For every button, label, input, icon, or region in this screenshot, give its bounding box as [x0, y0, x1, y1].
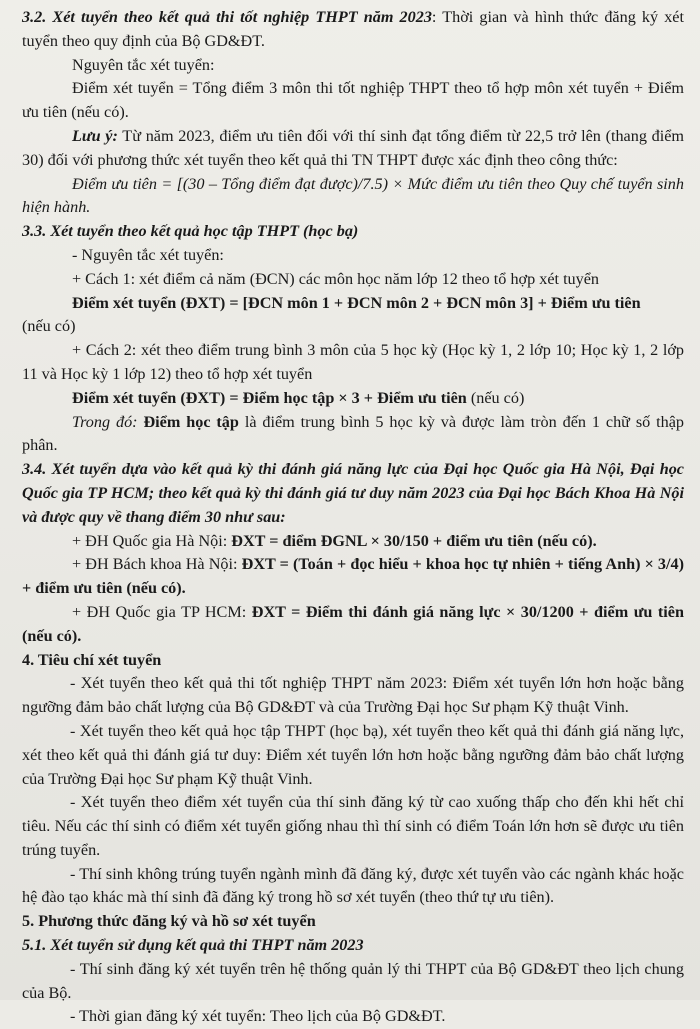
principle-text: - Nguyên tắc xét tuyển: — [72, 245, 224, 264]
where-bold: Điểm học tập — [137, 412, 239, 431]
hn-pre: + ĐH Quốc gia Hà Nội: — [72, 531, 232, 550]
criteria-item: - Xét tuyển theo kết quả học tập THPT (học bạ), xét tuyển theo kết quả thi đánh giá năng lực, xét theo kết quả thi đánh giá tư duy: Điểm xét tuyển lớn hơn hoặc bằng ngưỡng đảm bảo chất lượng của Trường Đại học Sư phạm Kỹ thuật Vinh. — [22, 721, 684, 788]
section-5-heading: 5. Phương thức đăng ký và hồ sơ xét tuyển — [22, 912, 316, 931]
section-5-1-heading: 5.1. Xét tuyển sử dụng kết quả thi THPT năm 2023 — [22, 936, 364, 955]
registration-item: - Thời gian đăng ký xét tuyển: Theo lịch của Bộ GD&ĐT. — [70, 1007, 446, 1026]
note-text: Từ năm 2023, điểm ưu tiên đối với thí sinh đạt tổng điểm từ 22,5 trở lên (thang điểm 30) đối với phương thức xét tuyển theo kết quả thi TN THPT được xác định theo công thức: — [22, 126, 685, 169]
way-1-text: + Cách 1: xét điểm cả năm (ĐCN) các môn học năm lớp 12 theo tổ hợp xét tuyển — [72, 269, 600, 288]
registration-item: - Thí sinh đăng ký xét tuyển trên hệ thống quản lý thi THPT của Bộ GD&ĐT theo lịch chung của Bộ. — [22, 959, 684, 1002]
formula-1-tail: (nếu có) — [22, 317, 76, 336]
hcm-pre: + ĐH Quốc gia TP HCM: — [72, 602, 252, 621]
where-text: là điểm trung bình 5 học kỳ và được làm tròn đến 1 chữ số thập phân. — [22, 412, 685, 455]
heading-text: 3.2. Xét tuyển theo kết quả thi tốt nghiệp THPT năm 2023 — [22, 8, 432, 26]
section-3-4-heading: 3.4. Xét tuyển dựa vào kết quả kỳ thi đánh giá năng lực của Đại học Quốc gia Hà Nội, Đại học Quốc gia TP HCM; theo kết quả kỳ thi đánh giá tư duy năm 2023 của Đại học Bách Khoa Hà Nội và được quy về thang điểm 30 như sau: — [22, 460, 684, 526]
principle-label: Nguyên tắc xét tuyển: — [72, 55, 215, 74]
formula-1: Điểm xét tuyển (ĐXT) = [ĐCN môn 1 + ĐCN môn 2 + ĐCN môn 3] + Điểm ưu tiên — [72, 293, 641, 312]
formula-2-paragraph — [22, 387, 684, 411]
where-label: Trong đó: — [72, 412, 138, 431]
section-3-2-heading — [22, 6, 684, 54]
formula-text: Điểm xét tuyển = Tổng điểm 3 môn thi tốt nghiệp THPT theo tổ hợp môn xét tuyển + Điểm ưu tiên (nếu có). — [22, 79, 684, 122]
bk-paragraph — [22, 553, 684, 601]
section-4-heading: 4. Tiêu chí xét tuyển — [22, 650, 162, 669]
where-paragraph — [22, 411, 684, 459]
note-label: Lưu ý: — [72, 126, 118, 145]
criteria-item: - Thí sinh không trúng tuyển ngành mình đã đăng ký, được xét tuyển vào các ngành khác hoặc hệ đào tạo khác mà thí sinh đã đăng ký trong hồ sơ xét tuyển (theo thứ tự ưu tiên). — [22, 864, 684, 907]
bk-formula: ĐXT = (Toán + đọc hiểu + khoa học tự nhiên + tiếng Anh) × 3/4) + điểm ưu tiên (nếu có). — [22, 555, 685, 598]
section-3-3-heading: 3.3. Xét tuyển theo kết quả học tập THPT (học bạ) — [22, 222, 359, 241]
way-2-text: + Cách 2: xét theo điểm trung bình 3 môn của 5 học kỳ (Học kỳ 1, 2 lớp 10; Học kỳ 1, 2 lớp 11 và Học kỳ 1 lớp 12) theo tổ hợp xét tuyển — [22, 341, 684, 383]
priority-formula: Điểm ưu tiên = [(30 – Tổng điểm đạt được)/7.5) × Mức điểm ưu tiên theo Quy chế tuyển sinh hiện hành. — [22, 174, 684, 217]
note-paragraph — [22, 125, 684, 173]
hn-formula: ĐXT = điểm ĐGNL × 30/150 + điểm ưu tiên (nếu có). — [231, 531, 597, 550]
criteria-item: - Xét tuyển theo kết quả thi tốt nghiệp THPT năm 2023: Điểm xét tuyển lớn hơn hoặc bằng ngưỡng đảm bảo chất lượng của Bộ GD&ĐT và của Trường Đại học Sư phạm Kỹ thuật Vinh. — [22, 674, 684, 717]
hn-paragraph — [22, 530, 684, 554]
hcm-formula: ĐXT = Điểm thi đánh giá năng lực × 30/1200 + điểm ưu tiên (nếu có). — [22, 602, 684, 645]
formula-2: Điểm xét tuyển (ĐXT) = Điểm học tập × 3 + Điểm ưu tiên — [72, 388, 467, 407]
bk-pre: + ĐH Bách khoa Hà Nội: — [72, 555, 242, 574]
criteria-item: - Xét tuyển theo điểm xét tuyển của thí sinh đăng ký từ cao xuống thấp cho đến khi hết chỉ tiêu. Nếu các thí sinh có điểm xét tuyển giống nhau thì thí sinh có điểm Toán lớn hơn sẽ được ưu tiên trúng tuyển. — [22, 793, 684, 859]
hcm-paragraph — [22, 601, 684, 649]
heading-rest: : Thời gian và hình thức đăng ký xét tuyển theo quy định của Bộ GD&ĐT. — [22, 8, 684, 50]
formula-2-tail: (nếu có) — [466, 388, 525, 407]
